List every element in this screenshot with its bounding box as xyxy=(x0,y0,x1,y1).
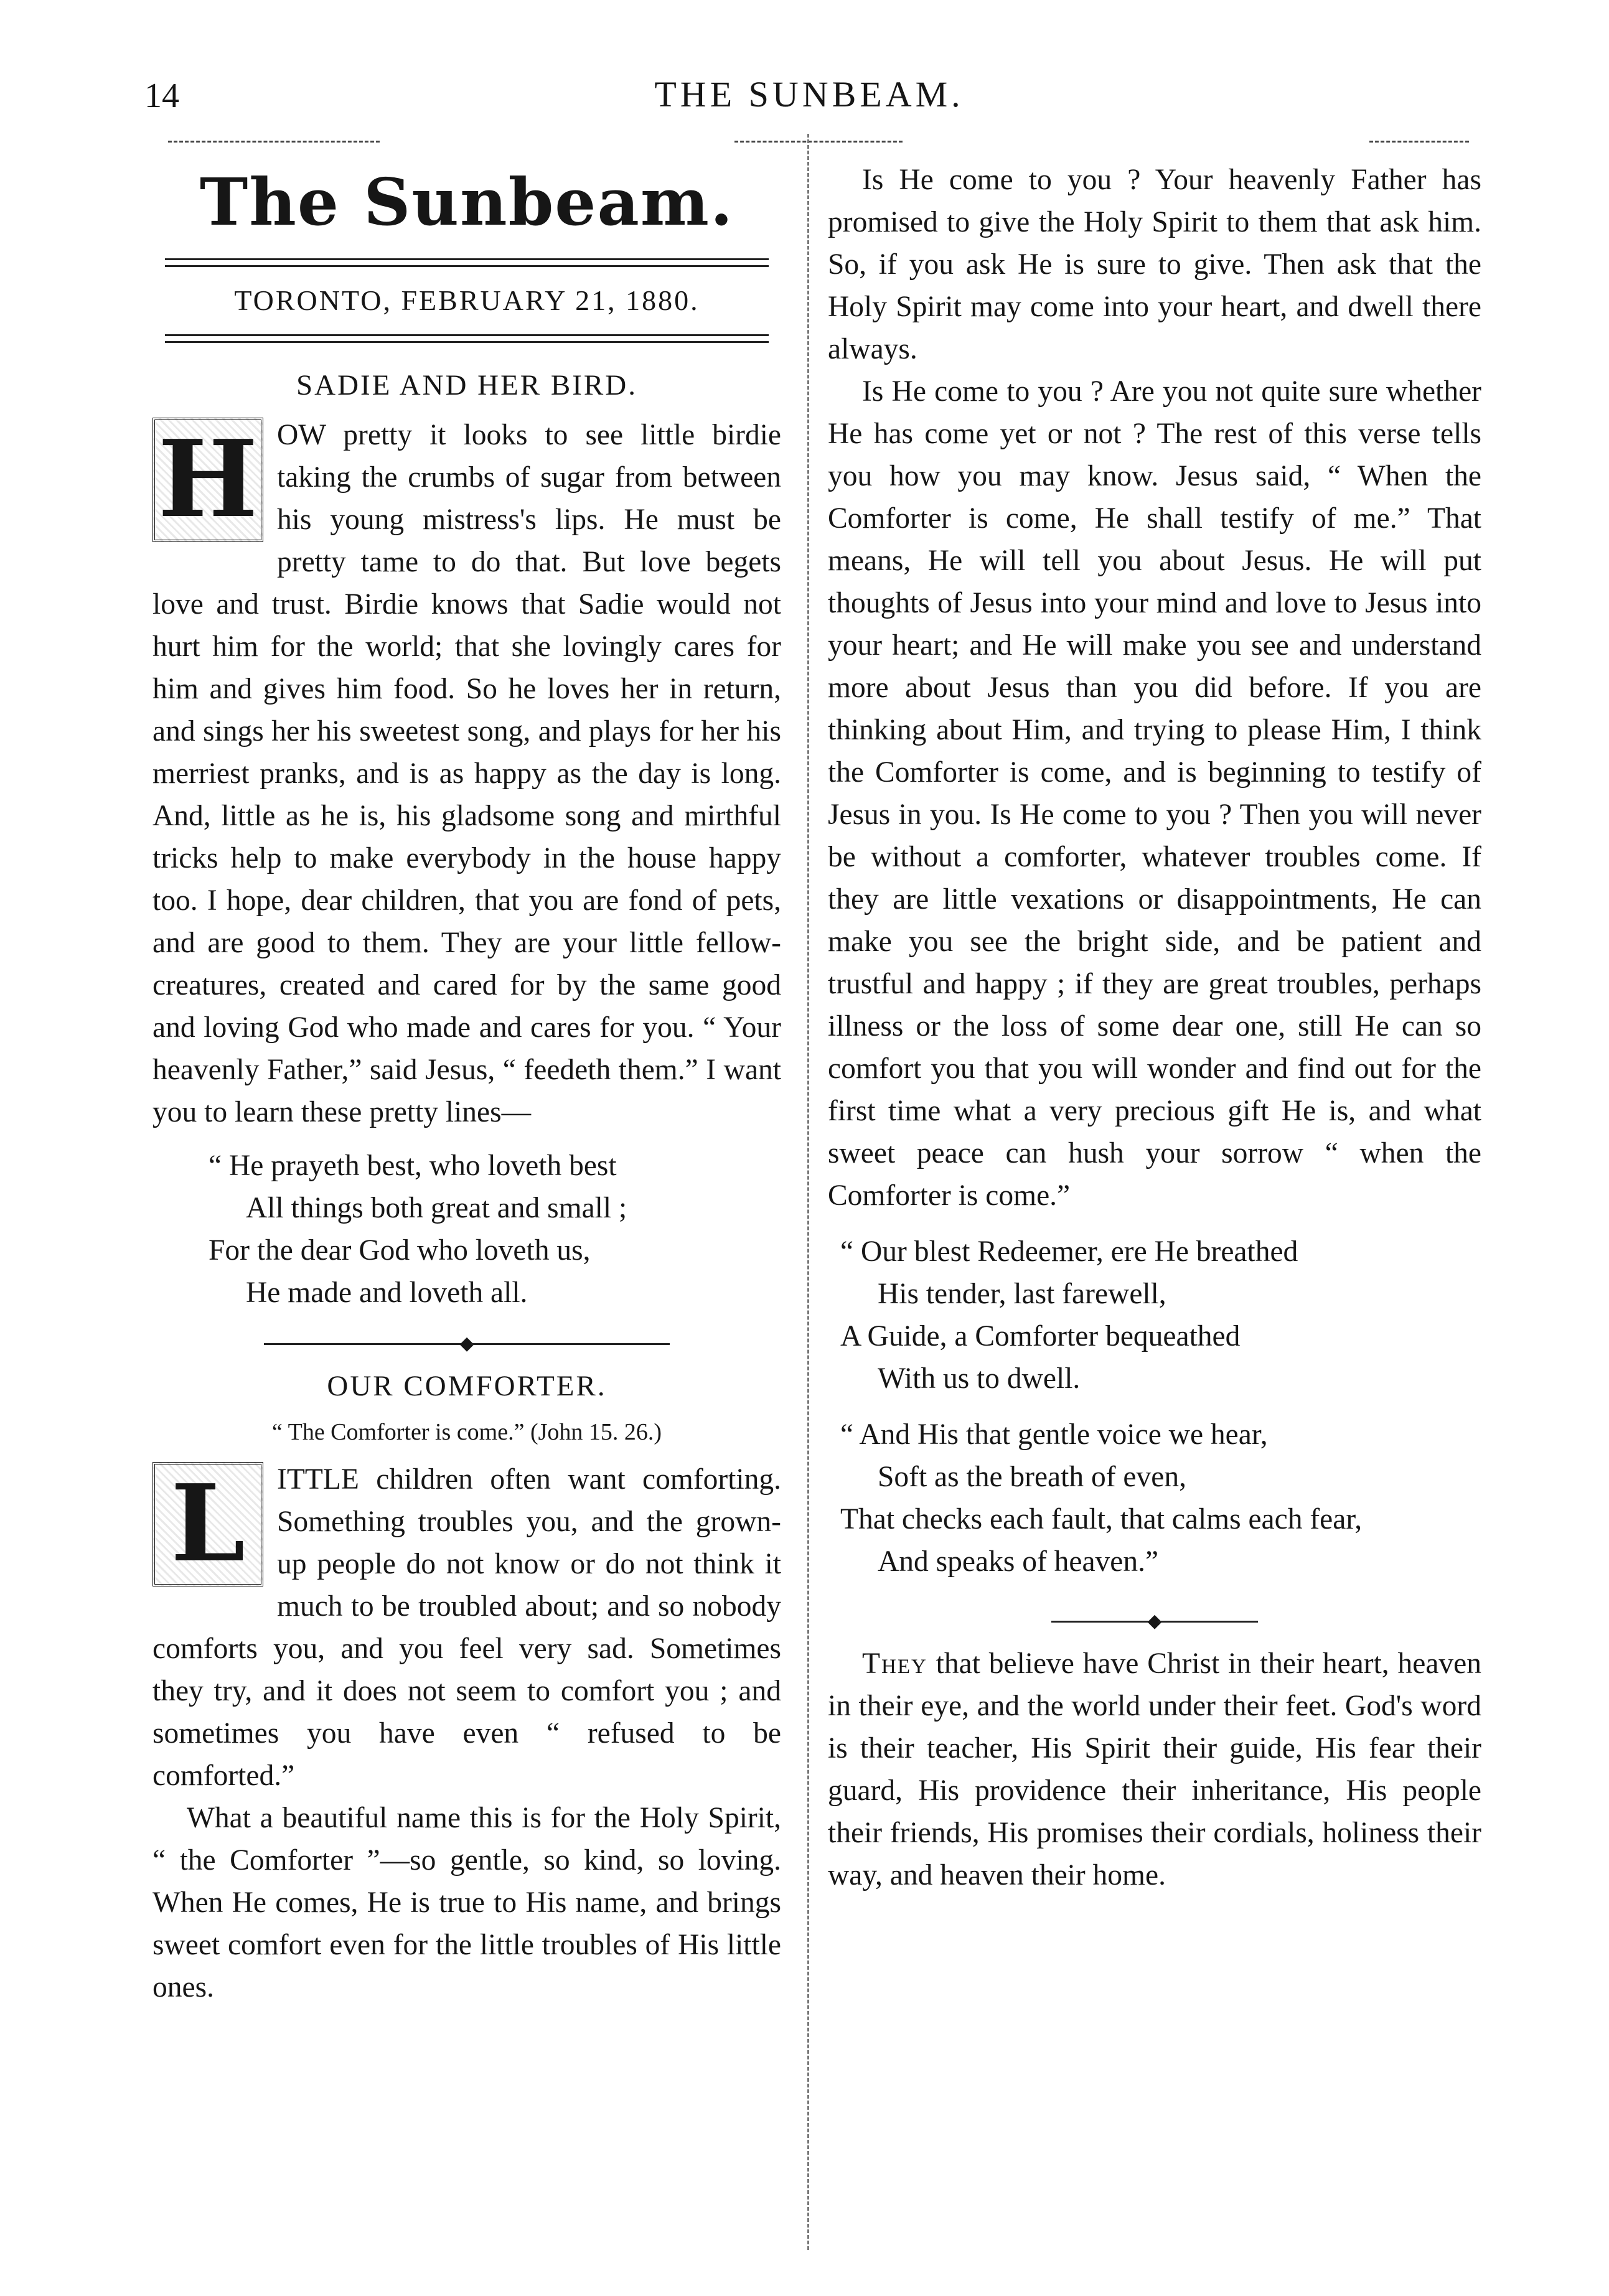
page-number: 14 xyxy=(144,77,179,115)
comforter-paragraph-3: Is He come to you ? Your heavenly Father has promised to give the Holy Spirit to them that ask him. So, if you ask He is sure to give. Then ask that the Holy Spirit may come into your heart, and dwell there always. xyxy=(828,164,1481,365)
sadie-paragraph: OW pretty it looks to see little birdie taking the crumbs of sugar from between his young mistress's lips. He must be pretty tame to do that. But love begets love and trust. Birdie knows that Sadie would not hurt him for the world; that she lovingly cares for him and gives him food. So he loves her in return, and sings her his sweetest song, and plays for her his merriest pranks, and is as happy as the day is long. And, little as he is, his gladsome song and mirthful tricks help to make everybody in the house happy too. I hope, dear children, that you are fond of pets, and are good to them. They are your little fellow-creatures, created and cared for by the same good and loving God who made and cares for you. “ Your heavenly Father,” said Jesus, “ feedeth them.” I want you to learn these pretty lines— xyxy=(152,419,781,1128)
header-rule-left xyxy=(168,141,380,143)
hymn-stanza-2 xyxy=(840,1413,1481,1583)
poem-sadie xyxy=(209,1145,781,1314)
comforter-paragraph-1: ITTLE children often want comforting. Something troubles you, and the grown-up people do not know or do not think it much to be troubled about; and so nobody comforts you, and you feel very sad. Sometimes they try, and it does not seem to comfort you ; and sometimes you have even “ refused to be comforted.” xyxy=(152,1463,781,1792)
article-body-comforter xyxy=(152,1458,781,1797)
article-title-sadie: SADIE AND HER BIRD. xyxy=(296,369,637,401)
closing-lead: They xyxy=(862,1647,927,1680)
dropcap-h: H xyxy=(152,418,263,542)
article-subtitle-comforter: “ The Comforter is come.” (John 15. 26.) xyxy=(271,1419,662,1446)
dateline: TORONTO, FEBRUARY 21, 1880. xyxy=(234,284,700,316)
masthead-rule xyxy=(165,258,769,267)
poem-line: For the dear God who loveth us, xyxy=(209,1234,591,1267)
section-ornament: ◆ xyxy=(828,1608,1481,1634)
dropcap-l: L xyxy=(152,1462,263,1586)
poem-line: “ He prayeth best, who loveth best xyxy=(209,1150,617,1182)
comforter-paragraph-4: Is He come to you ? Are you not quite sure whether He has come yet or not ? The rest of this verse tells you how you may know. Jesus said, “ When the Comforter is come, He shall testify of me.” That means, He will tell you about Jesus. He will put thoughts of Jesus into your mind and love to Jesus into your heart; and He will make you see and understand more about Jesus than you did before. If you are thinking about Him, and trying to please Him, I think the Comforter is come, and is beginning to testify of Jesus in you. Is He come to you ? Then you will never be without a comforter, whatever troubles come. If they are little vexations or disappointments, He can make you see the bright side, and be patient and trustful and happy ; if they are great troubles, perhaps illness or the loss of some dear one, still He can so comfort you that you will wonder and find out for the first time what a very precious gift He is, and what sweet peace can hush your sorrow “ when the Comforter is come.” xyxy=(828,375,1481,1212)
running-title: THE SUNBEAM. xyxy=(654,74,964,115)
column-divider xyxy=(807,134,809,2250)
hymn-line: And speaks of heaven.” xyxy=(878,1545,1159,1578)
header-rule-right xyxy=(1369,141,1469,143)
article-title-comforter: OUR COMFORTER. xyxy=(327,1370,607,1403)
poem-line: He made and loveth all. xyxy=(246,1277,528,1309)
closing-paragraph xyxy=(828,1642,1481,1896)
masthead: The Sunbeam. xyxy=(199,164,734,240)
dateline-rule xyxy=(165,334,769,343)
hymn-stanza-1 xyxy=(840,1230,1481,1400)
section-ornament: ◆ xyxy=(152,1330,781,1356)
comforter-paragraph-2: What a beautiful name this is for the Holy Spirit, “ the Comforter ”—so gentle, so kind, so loving. When He comes, He is true to His name, and brings sweet comfort even for the little troubles of His little ones. xyxy=(152,1802,781,2004)
hymn-line: That checks each fault, that calms each fear, xyxy=(840,1503,1363,1535)
hymn-line: “ Our blest Redeemer, ere He breathed xyxy=(840,1235,1298,1268)
poem-line: All things both great and small ; xyxy=(246,1192,627,1224)
hymn-line: Soft as the breath of even, xyxy=(878,1461,1186,1493)
right-column xyxy=(828,159,1481,1896)
closing-text: that believe have Christ in their heart, heaven in their eye, and the world under their feet. God's word is their teacher, His Spirit their guide, His fear their guard, His providence their inheritance, His people their friends, His promises their cordials, holiness their way, and heaven their home. xyxy=(828,1647,1481,1892)
article-body-sadie xyxy=(152,414,781,1133)
hymn-line: A Guide, a Comforter bequeathed xyxy=(840,1320,1241,1352)
hymn-line: His tender, last farewell, xyxy=(878,1278,1166,1310)
hymn-line: With us to dwell. xyxy=(878,1362,1081,1395)
header-rule-center xyxy=(734,141,903,143)
hymn-line: “ And His that gentle voice we hear, xyxy=(840,1418,1268,1451)
left-column xyxy=(152,159,781,2008)
